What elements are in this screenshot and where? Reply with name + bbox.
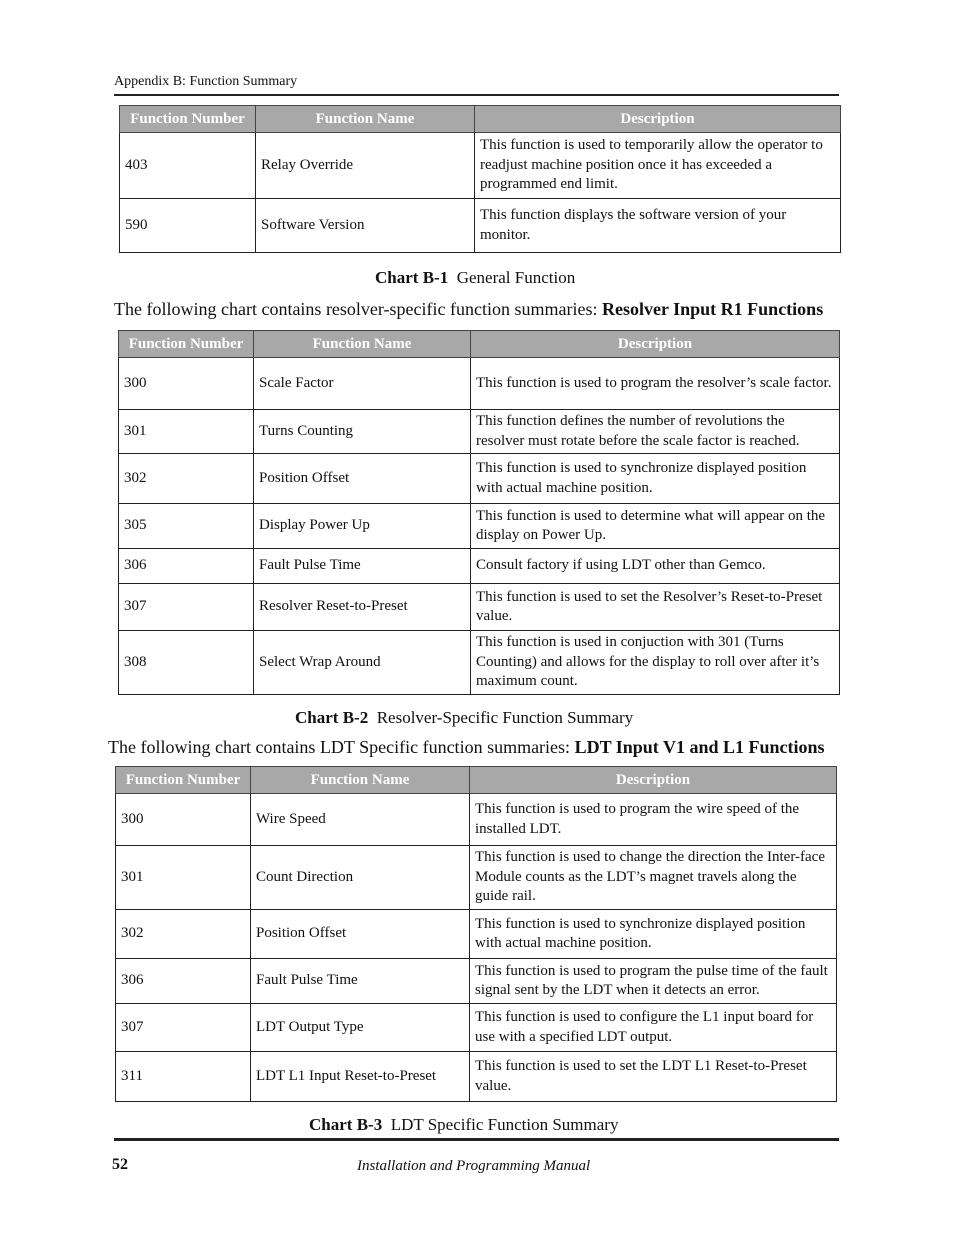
footer-title: Installation and Programming Manual <box>357 1158 591 1174</box>
intro-text: The following chart contains LDT Specific function summaries: <box>108 737 575 757</box>
function-number: 302 <box>116 910 251 959</box>
function-name: Wire Speed <box>251 794 470 846</box>
function-name: Select Wrap Around <box>254 631 471 695</box>
function-number: 403 <box>120 133 256 199</box>
table-row <box>116 1052 837 1102</box>
function-number: 307 <box>119 584 254 631</box>
function-name: LDT L1 Input Reset-to-Preset <box>251 1052 470 1102</box>
ldt-intro <box>108 737 825 758</box>
column-header-function-name: Function Name <box>256 106 475 133</box>
function-name: Position Offset <box>254 454 471 504</box>
chart-b2-caption <box>295 708 633 728</box>
function-description: This function is used to temporarily allow the operator to readjust machine position once it has exceeded a programmed end limit. <box>475 133 841 199</box>
caption-label: Chart B-2 <box>295 708 369 727</box>
function-description: This function is used to determine what will appear on the display on Power Up. <box>471 504 840 549</box>
function-number: 300 <box>116 794 251 846</box>
resolver-function-table <box>118 330 840 695</box>
function-description: This function defines the number of revolutions the resolver must rotate before the scale factor is reached. <box>471 410 840 454</box>
caption-label: Chart B-1 <box>375 268 449 287</box>
table-row <box>120 133 841 199</box>
intro-bold: LDT Input V1 and L1 Functions <box>574 737 825 757</box>
ldt-function-table <box>115 766 837 1102</box>
function-description: This function is used to set the LDT L1 Reset-to-Preset value. <box>470 1052 837 1102</box>
function-name: Turns Counting <box>254 410 471 454</box>
function-name: Fault Pulse Time <box>251 959 470 1004</box>
table-row <box>116 794 837 846</box>
table-row <box>119 410 840 454</box>
function-description: This function is used in conjuction with 301 (Turns Counting) and allows for the display to roll over after it’s maximum count. <box>471 631 840 695</box>
function-name: Position Offset <box>251 910 470 959</box>
column-header-description: Description <box>471 331 840 358</box>
function-description: Consult factory if using LDT other than Gemco. <box>471 549 840 584</box>
column-header-function-number: Function Number <box>116 767 251 794</box>
footer-rule <box>114 1138 839 1141</box>
function-name: Count Direction <box>251 846 470 910</box>
column-header-description: Description <box>470 767 837 794</box>
function-number: 300 <box>119 358 254 410</box>
function-name: LDT Output Type <box>251 1004 470 1052</box>
function-number: 590 <box>120 199 256 253</box>
function-name: Display Power Up <box>254 504 471 549</box>
table-row <box>119 631 840 695</box>
function-number: 308 <box>119 631 254 695</box>
table-row <box>116 959 837 1004</box>
table-row <box>116 1004 837 1052</box>
function-description: This function displays the software version of your monitor. <box>475 199 841 253</box>
function-name: Fault Pulse Time <box>254 549 471 584</box>
table-row <box>119 504 840 549</box>
caption-text: General Function <box>456 268 576 287</box>
function-description: This function is used to set the Resolver’s Reset-to-Preset value. <box>471 584 840 631</box>
function-number: 302 <box>119 454 254 504</box>
function-description: This function is used to synchronize displayed position with actual machine position. <box>470 910 837 959</box>
table-row <box>120 199 841 253</box>
table-row <box>119 358 840 410</box>
header-rule <box>114 94 839 96</box>
column-header-function-number: Function Number <box>119 331 254 358</box>
chart-b1-caption <box>375 268 575 288</box>
column-header-description: Description <box>475 106 841 133</box>
table-header-row <box>120 106 841 133</box>
function-number: 301 <box>119 410 254 454</box>
resolver-intro <box>114 299 823 320</box>
function-number: 301 <box>116 846 251 910</box>
table-row <box>119 584 840 631</box>
function-description: This function is used to program the wire speed of the installed LDT. <box>470 794 837 846</box>
function-number: 306 <box>119 549 254 584</box>
function-name: Relay Override <box>256 133 475 199</box>
table-row <box>116 910 837 959</box>
function-description: This function is used to change the direction the Inter-face Module counts as the LDT’s magnet travels along the guide rail. <box>470 846 837 910</box>
caption-text: LDT Specific Function Summary <box>390 1115 619 1134</box>
table-row <box>116 846 837 910</box>
intro-text: The following chart contains resolver-specific function summaries: <box>114 299 602 319</box>
table-header-row <box>116 767 837 794</box>
function-number: 306 <box>116 959 251 1004</box>
intro-bold: Resolver Input R1 Functions <box>602 299 824 319</box>
caption-text: Resolver-Specific Function Summary <box>376 708 634 727</box>
chart-b3-caption <box>309 1115 618 1135</box>
function-number: 305 <box>119 504 254 549</box>
column-header-function-number: Function Number <box>120 106 256 133</box>
function-description: This function is used to synchronize displayed position with actual machine position. <box>471 454 840 504</box>
caption-label: Chart B-3 <box>309 1115 383 1134</box>
page-number: 52 <box>112 1156 128 1173</box>
function-description: This function is used to program the resolver’s scale factor. <box>471 358 840 410</box>
table-row <box>119 549 840 584</box>
column-header-function-name: Function Name <box>254 331 471 358</box>
general-function-table <box>119 105 841 253</box>
running-head: Appendix B: Function Summary <box>114 74 298 89</box>
function-name: Scale Factor <box>254 358 471 410</box>
function-description: This function is used to program the pulse time of the fault signal sent by the LDT when it detects an error. <box>470 959 837 1004</box>
table-row <box>119 454 840 504</box>
function-name: Resolver Reset-to-Preset <box>254 584 471 631</box>
function-name: Software Version <box>256 199 475 253</box>
function-number: 307 <box>116 1004 251 1052</box>
function-description: This function is used to configure the L1 input board for use with a specified LDT output. <box>470 1004 837 1052</box>
table-header-row <box>119 331 840 358</box>
function-number: 311 <box>116 1052 251 1102</box>
column-header-function-name: Function Name <box>251 767 470 794</box>
